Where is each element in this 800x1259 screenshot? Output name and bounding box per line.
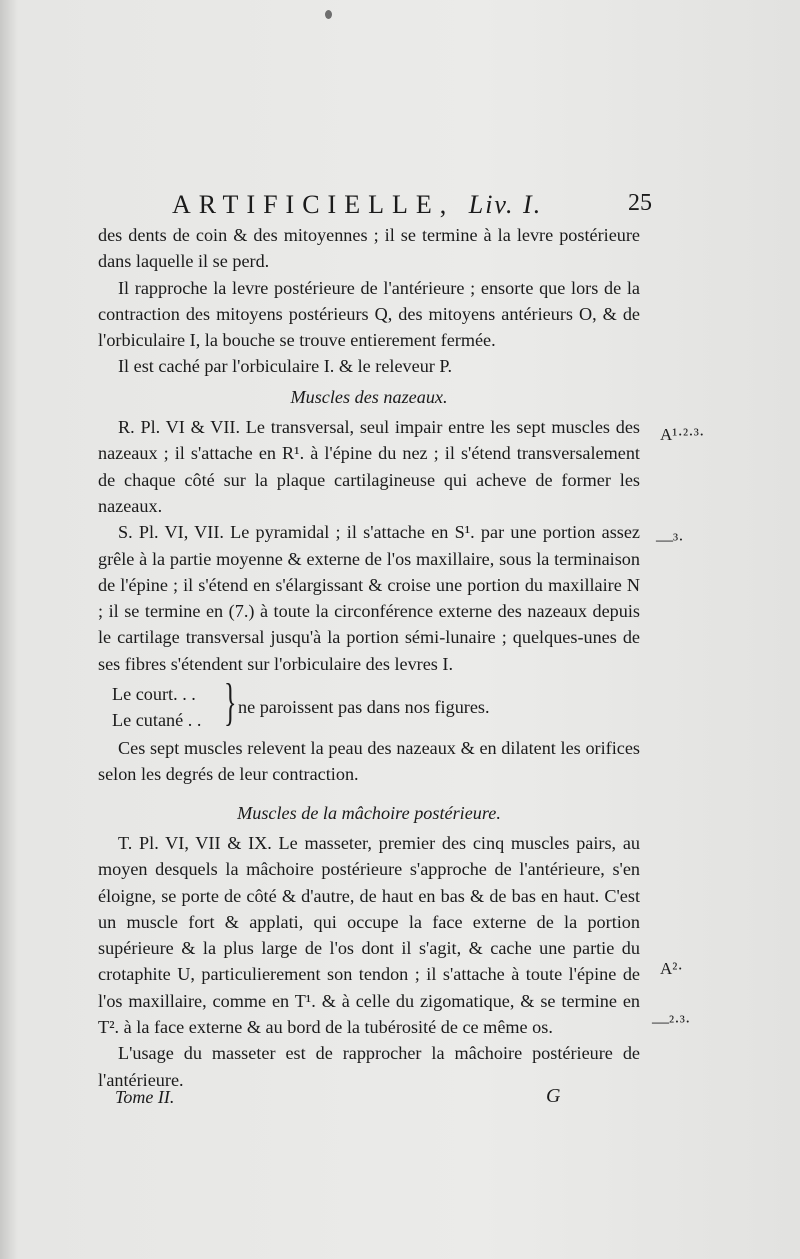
footer-tome: Tome II. [115, 1087, 175, 1107]
brace-list [98, 674, 640, 735]
page-number: 25 [628, 190, 652, 216]
section-title-nazeaux: Muscles des nazeaux. [290, 386, 448, 407]
paragraph-transversal: R. Pl. VI & VII. Le transversal, seul impair entre les sept muscles des nazeaux ; il s'attache en R¹. à l'épine du nez ; il s'étend transversalement de chaque côté sur la plaque cartilagineuse qui acheve de former les nazeaux. [98, 417, 640, 516]
header-title: ARTIFICIELLE, [172, 190, 455, 219]
brace-item-cutane: Le cutané . . [112, 710, 202, 731]
header-book: Liv. I. [468, 190, 543, 219]
margin-note: A²· [660, 959, 684, 978]
paragraph-usage: L'usage du masseter est de rapprocher la mâchoire postérieure de l'antérieure. [98, 1043, 640, 1090]
footer-signature: G [546, 1085, 561, 1107]
running-header [172, 190, 652, 224]
paragraph-pyramidal: S. Pl. VI, VII. Le pyramidal ; il s'attache en S¹. par une portion assez grêle à la partie moyenne & externe de l'os maxillaire, sous la terminaison de l'épine ; il s'étend en s'élargissant & croise une portion du maxillaire N ; il se termine en (7.) à toute la circonférence externe des nazeaux depuis le cartilage transversal jusqu'à la portion sémi-lunaire ; quelques-unes de ses fibres s'étendent sur l'orbiculaire des levres I. [98, 522, 640, 674]
section-title-machoire: Muscles de la mâchoire postérieure. [237, 802, 501, 823]
page-body [98, 222, 640, 1093]
paragraph-masseter: T. Pl. VI, VII & IX. Le masseter, premier des cinq muscles pairs, au moyen desquels la mâchoire postérieure s'approche de l'antérieure, s'en éloigne, se porte de côté & d'autre, de haut en bas & de bas en haut. C'est un muscle fort & applati, qui occupe la face externe de la portion supérieure & la plus large de l'os dont il s'agit, & cache une partie du crotaphite U, particulierement son tendon ; il s'attache à toute l'épine de l'os maxillaire, comme en T¹. & à celle du zigomatique, & se termine en T². à la face externe & au bord de la tubérosité de ce même os. [98, 832, 640, 1038]
paragraph-continuation: des dents de coin & des mitoyennes ; il se termine à la levre postérieure dans laquelle il se perd. [98, 225, 640, 272]
margin-note: —³· [656, 530, 684, 549]
paragraph: Il rapproche la levre postérieure de l'antérieure ; ensorte que lors de la contraction des mitoyens postérieurs Q, des mitoyens antérieurs O, & de l'orbiculaire I, la bouche se trouve entierement fermée. [98, 277, 640, 351]
brace-item-court: Le court. . . [112, 684, 196, 705]
brace-icon: } [224, 674, 237, 732]
margin-note: A¹·²·³· [660, 425, 705, 444]
paragraph-summary: Ces sept muscles relevent la peau des nazeaux & en dilatent les orifices selon les degrés de leur contraction. [98, 738, 640, 785]
brace-text: ne paroissent pas dans nos figures. [238, 697, 490, 718]
ink-spot [325, 10, 332, 19]
paragraph: Il est caché par l'orbiculaire I. & le releveur P. [118, 356, 453, 377]
margin-note: —²·³· [652, 1012, 691, 1031]
